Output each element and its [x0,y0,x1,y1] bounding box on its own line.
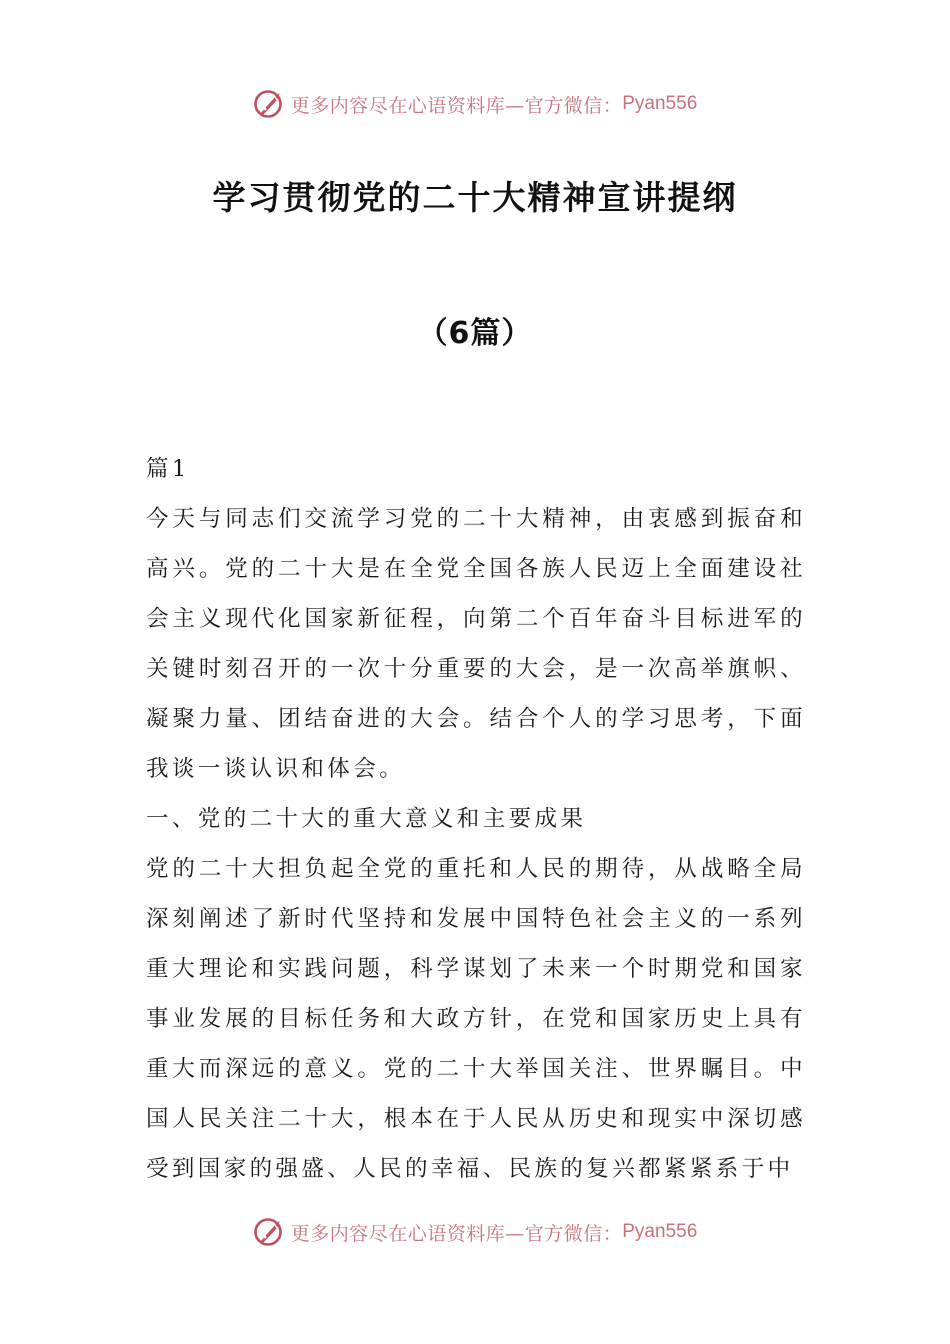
heading-section-one: 一、党的二十大的重大意义和主要成果 [146,806,587,832]
watermark-text: 更多内容尽在心语资料库—官方微信： [290,1222,623,1245]
watermark-handle: Pyan556 [622,1221,698,1242]
watermark-header [0,84,950,124]
document-subtitle: （6篇） [417,316,533,351]
section-label: 篇1 [146,456,190,482]
watermark-footer [0,1212,950,1252]
document-body [146,444,806,1194]
paragraph-intro: 今天与同志们交流学习党的二十大精神，由衷感到振奋和高兴。党的二十大是在全党全国各族人民迈上全面建设社会主义现代化国家新征程，向第二个百年奋斗目标进军的关键时刻召开的一次十分重要的大会，是一次高举旗帜、凝聚力量、团结奋进的大会。结合个人的学习思考，下面我谈一谈认识和体会。 [146,506,806,782]
watermark-text: 更多内容尽在心语资料库—官方微信： [290,94,623,117]
pen-nib-logo-icon [253,87,287,121]
document-title: 学习贯彻党的二十大精神宣讲提纲 [212,178,738,217]
paragraph-significance: 党的二十大担负起全党的重托和人民的期待，从战略全局深刻阐述了新时代坚持和发展中国特色社会主义的一系列重大理论和实践问题，科学谋划了未来一个时期党和国家事业发展的目标任务和大政方针，在党和国家历史上具有重大而深远的意义。党的二十大举国关注、世界瞩目。中国人民关注二十大，根本在于人民从历史和现实中深切感受到国家的强盛、人民的幸福、民族的复兴都紧紧系于中 [146,856,806,1182]
pen-nib-logo-icon [253,1215,287,1249]
watermark-handle: Pyan556 [622,93,698,114]
